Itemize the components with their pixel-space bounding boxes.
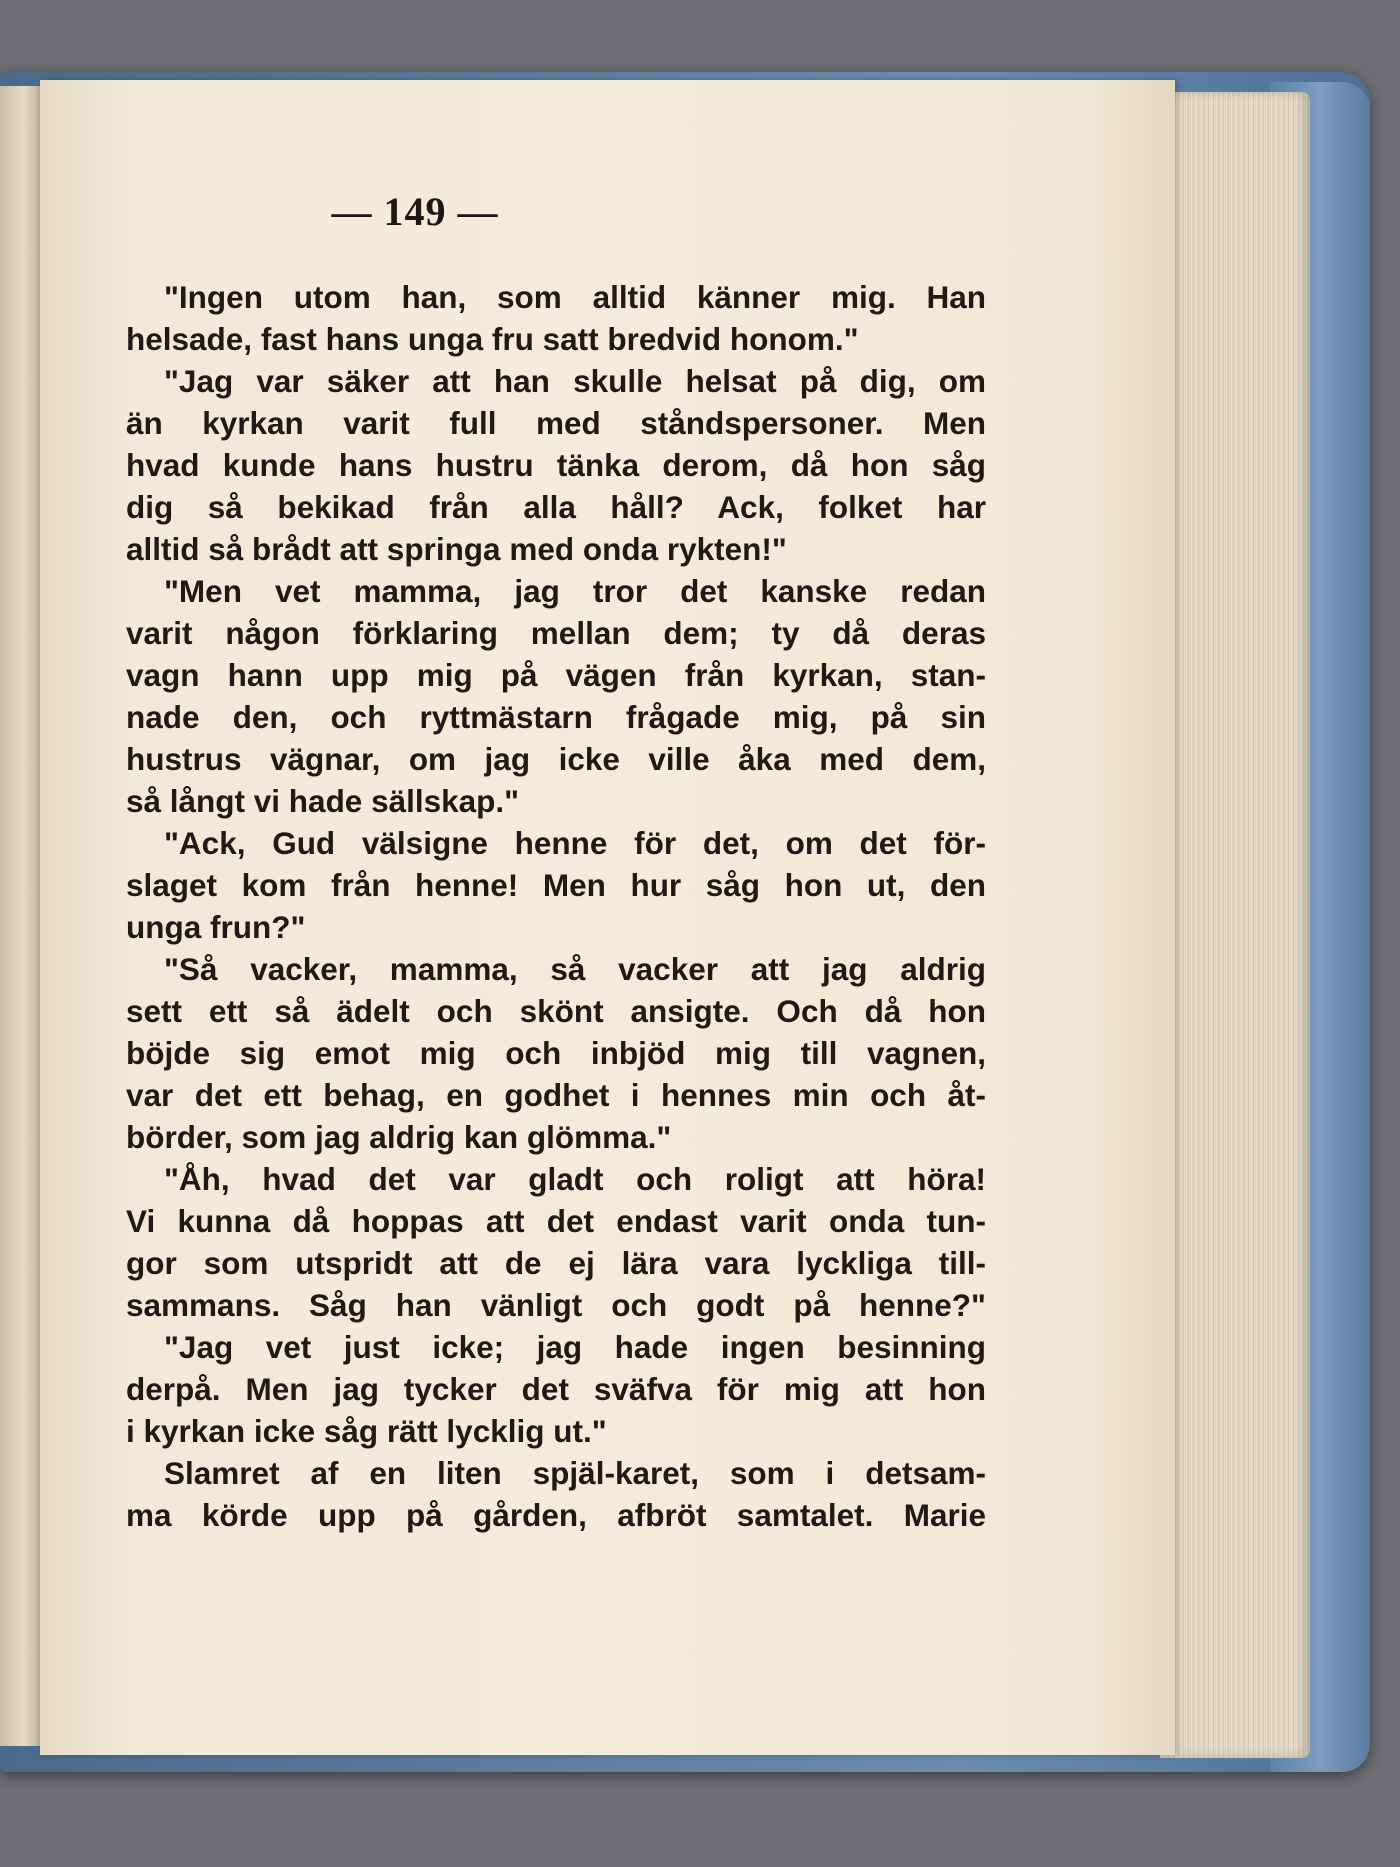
- text-line: Vi kunna då hoppas att det endast varit onda tun-: [126, 1203, 986, 1239]
- text-line: varit någon förklaring mellan dem; ty då deras: [126, 615, 986, 651]
- page-block-edges: [1160, 92, 1310, 1758]
- book-page: [40, 80, 1175, 1755]
- text-line: gor som utspridt att de ej lära vara lyckliga till-: [126, 1245, 986, 1281]
- text-line: sammans. Såg han vänligt och godt på henne?": [126, 1287, 986, 1323]
- text-line: "Jag vet just icke; jag hade ingen besinning: [164, 1329, 986, 1365]
- text-line: derpå. Men jag tycker det sväfva för mig att hon: [126, 1371, 986, 1407]
- page-body-text: [126, 276, 986, 1536]
- page-number: — 149 —: [331, 189, 499, 234]
- text-line: "Ack, Gud välsigne henne för det, om det för-: [164, 825, 986, 861]
- text-line: nade den, och ryttmästarn frågade mig, på sin: [126, 699, 986, 735]
- text-line: dig så bekikad från alla håll? Ack, folket har: [126, 489, 986, 525]
- text-line: var det ett behag, en godhet i hennes min och åt-: [126, 1077, 986, 1113]
- text-line: vagn hann upp mig på vägen från kyrkan, stan-: [126, 657, 986, 693]
- text-line: hvad kunde hans hustru tänka derom, då hon såg: [126, 447, 986, 483]
- text-line: i kyrkan icke såg rätt lycklig ut.": [126, 1413, 607, 1449]
- text-line: "Så vacker, mamma, så vacker att jag aldrig: [164, 951, 986, 987]
- text-line: än kyrkan varit full med ståndspersoner. Men: [126, 405, 986, 441]
- text-line: böjde sig emot mig och inbjöd mig till vagnen,: [126, 1035, 986, 1071]
- text-line: "Men vet mamma, jag tror det kanske redan: [164, 573, 986, 609]
- text-line: "Ingen utom han, som alltid känner mig. Han: [164, 279, 986, 315]
- text-line: slaget kom från henne! Men hur såg hon ut, den: [126, 867, 986, 903]
- text-line: Slamret af en liten spjäl-karet, som i detsam-: [164, 1455, 986, 1491]
- text-line: hustrus vägnar, om jag icke ville åka med dem,: [126, 741, 986, 777]
- text-line: så långt vi hade sällskap.": [126, 783, 520, 819]
- text-line: börder, som jag aldrig kan glömma.": [126, 1119, 672, 1155]
- text-line: helsade, fast hans unga fru satt bredvid honom.": [126, 321, 859, 357]
- text-line: "Åh, hvad det var gladt och roligt att höra!: [164, 1161, 986, 1197]
- text-line: unga frun?": [126, 909, 306, 945]
- text-line: sett ett så ädelt och skönt ansigte. Och då hon: [126, 993, 986, 1029]
- previous-page-edge: [0, 86, 42, 1746]
- text-line: ma körde upp på gården, afbröt samtalet. Marie: [126, 1497, 986, 1533]
- text-line: alltid så brådt att springa med onda rykten!": [126, 531, 787, 567]
- text-line: "Jag var säker att han skulle helsat på dig, om: [164, 363, 986, 399]
